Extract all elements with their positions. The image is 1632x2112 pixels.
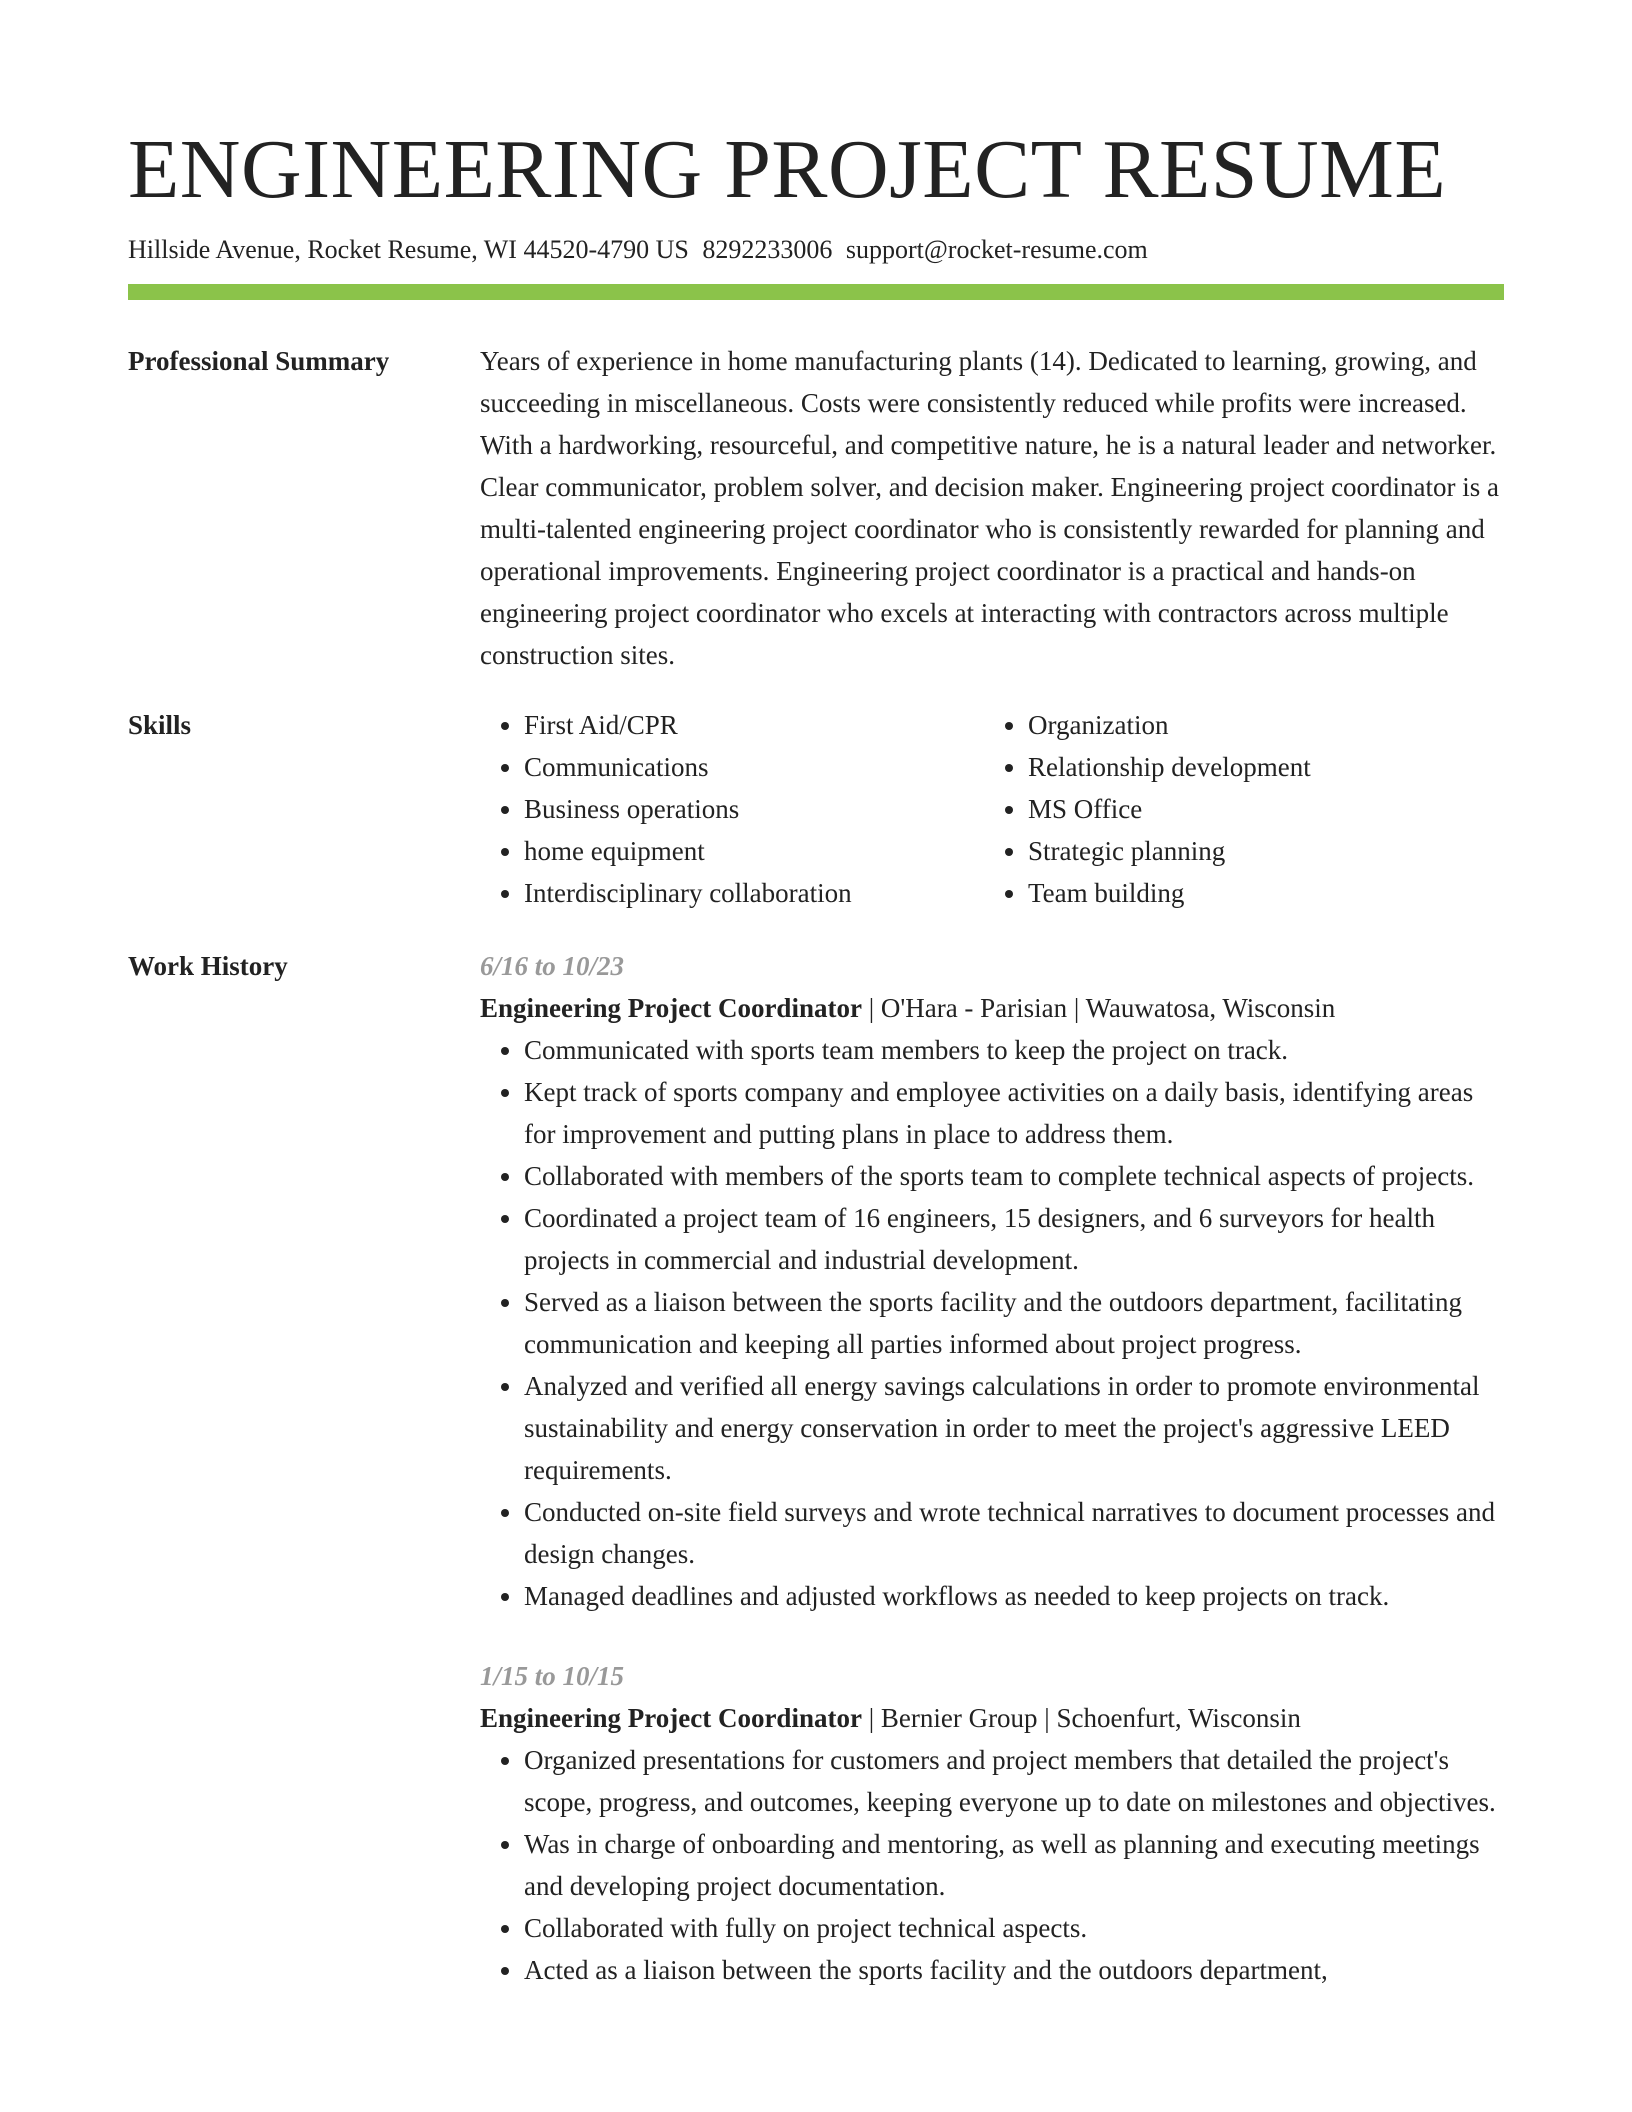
contact-email: support@rocket-resume.com (845, 235, 1148, 264)
skill-item: • Business operations (524, 788, 984, 830)
skills-list-right (984, 704, 1311, 914)
skill-item: • Interdisciplinary collaboration (524, 872, 984, 914)
job-title-line (480, 987, 1504, 1029)
job-title: Engineering Project Coordinator (480, 1703, 862, 1733)
skill-item: • Organization (1028, 704, 1311, 746)
job-bullets (480, 1029, 1504, 1617)
work-history-section (128, 945, 1504, 1991)
section-heading-work-history: Work History (128, 951, 288, 981)
skill-item: • Strategic planning (1028, 830, 1311, 872)
job-dates: 1/15 to 10/15 (480, 1661, 625, 1691)
contact-line (128, 232, 1504, 268)
job-bullet: • Kept track of sports company and employee activities on a daily basis, identifying areas for improvement and putting plans in place to address them. (524, 1071, 1504, 1155)
job-bullet: • Communicated with sports team members to keep the project on track. (524, 1029, 1504, 1071)
job-details: | O'Hara - Parisian | Wauwatosa, Wisconsin (861, 993, 1336, 1023)
job-bullet: • Served as a liaison between the sports facility and the outdoors department, facilitating communication and keeping all parties informed about project progress. (524, 1281, 1504, 1365)
job-entry (480, 945, 1504, 1617)
summary-section (128, 340, 1504, 676)
section-heading-skills: Skills (128, 710, 192, 740)
resume-title: ENGINEERING PROJECT RESUME (128, 123, 1447, 216)
job-bullet: • Coordinated a project team of 16 engineers, 15 designers, and 6 surveyors for health projects in commercial and industrial development. (524, 1197, 1504, 1281)
job-dates: 6/16 to 10/23 (480, 951, 625, 981)
skill-item: • Team building (1028, 872, 1311, 914)
job-entry (480, 1655, 1504, 1991)
job-bullet: • Collaborated with fully on project technical aspects. (524, 1907, 1504, 1949)
job-details: | Bernier Group | Schoenfurt, Wisconsin (861, 1703, 1301, 1733)
job-title: Engineering Project Coordinator (480, 993, 862, 1023)
skill-item: • Relationship development (1028, 746, 1311, 788)
skill-item: • home equipment (524, 830, 984, 872)
job-bullet: • Collaborated with members of the sports team to complete technical aspects of projects. (524, 1155, 1504, 1197)
skill-item: • Communications (524, 746, 984, 788)
skills-columns (480, 704, 1504, 914)
section-heading-summary: Professional Summary (128, 346, 390, 376)
job-bullet: • Organized presentations for customers and project members that detailed the project's scope, progress, and outcomes, keeping everyone up to date on milestones and objectives. (524, 1739, 1504, 1823)
skills-list-left (480, 704, 984, 914)
accent-divider (128, 284, 1504, 300)
skills-section (128, 704, 1504, 914)
skill-item: • MS Office (1028, 788, 1311, 830)
job-bullet: • Conducted on-site field surveys and wrote technical narratives to document processes and design changes. (524, 1491, 1504, 1575)
contact-address: Hillside Avenue, Rocket Resume, WI 44520-4790 US (128, 235, 689, 264)
job-bullet: • Was in charge of onboarding and mentoring, as well as planning and executing meetings and developing project documentation. (524, 1823, 1504, 1907)
job-bullet: • Managed deadlines and adjusted workflows as needed to keep projects on track. (524, 1575, 1504, 1617)
job-title-line (480, 1697, 1504, 1739)
summary-text: Years of experience in home manufacturing plants (14). Dedicated to learning, growing, and succeeding in miscellaneous. Costs were consistently reduced while profits were increased. With a hardworking, resourceful, and competitive nature, he is a natural leader and networker. Clear communicator, problem solver, and decision maker. Engineering project coordinator is a multi-talented engineering project coordinator who is consistently rewarded for planning and operational improvements. Engineering project coordinator is a practical and hands-on engineering project coordinator who excels at interacting with contractors across multiple construction sites. (480, 346, 1500, 670)
skill-item: • First Aid/CPR (524, 704, 984, 746)
contact-phone: 8292233006 (702, 235, 833, 264)
job-bullet: • Analyzed and verified all energy savings calculations in order to promote environmental sustainability and energy conservation in order to meet the project's aggressive LEED requirements. (524, 1365, 1504, 1491)
job-bullets (480, 1739, 1504, 1991)
job-bullet: • Acted as a liaison between the sports facility and the outdoors department, (524, 1949, 1504, 1991)
